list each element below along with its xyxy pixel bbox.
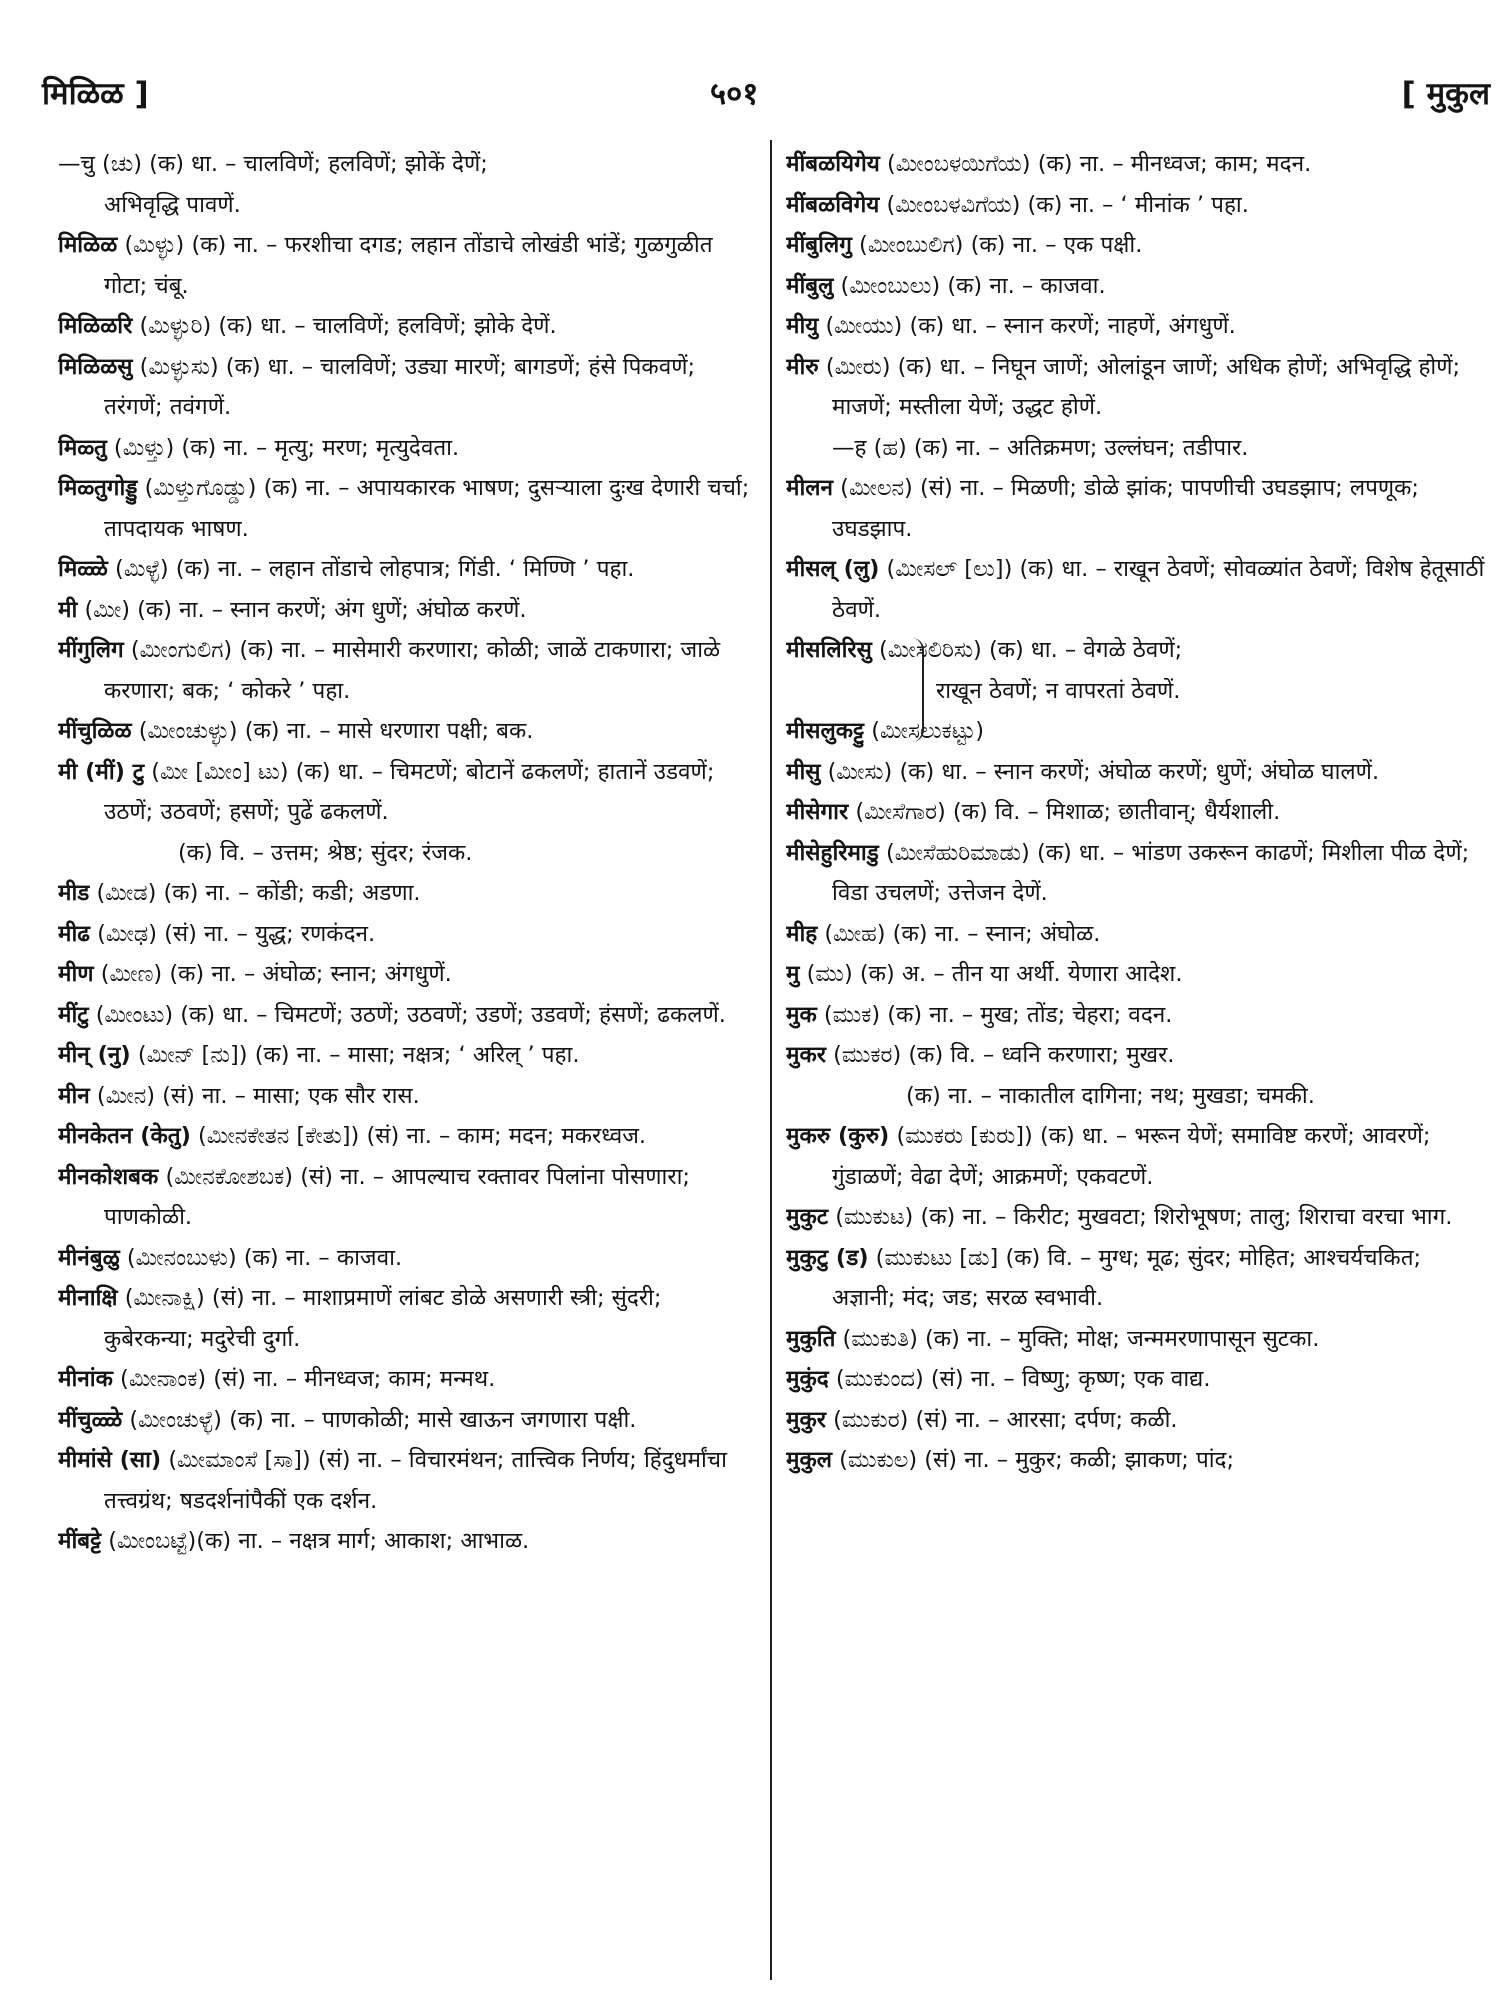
entry-definition: —ह (ಹ) (क) ना. – अतिक्रमण; उल्लंघन; तडीपार. bbox=[832, 434, 1249, 461]
dictionary-entry bbox=[786, 1400, 1490, 1441]
entry-headword: मिळ्तु bbox=[58, 434, 107, 461]
entry-headword: मुकुट bbox=[786, 1204, 829, 1230]
entry-headword: मीसलिरिसु bbox=[786, 637, 872, 663]
entry-definition: (ಮೀಂಬುಲಿಗ) (क) ना. – एक पक्षी. bbox=[851, 232, 1143, 258]
entry-definition: (ಮೀಸಲುಕಟ್ಟು) bbox=[871, 718, 985, 744]
entry-headword: मीसु bbox=[786, 758, 821, 785]
entry-definition: (ಮೀಂಗುಲಿಗ) (क) ना. – मासेमारी करणारा; कोळी; जाळें टाकणारा; जाळे करणारा; बक; ‘ कोकरे ’ पहा. bbox=[104, 637, 721, 704]
entry-definition: (ಮೀ) (क) ना. – स्नान करणें; अंग धुणें; अंघोळ करणें. bbox=[77, 596, 527, 623]
entry-definition: (ಮೀಸಲ್ [ಲು]) (क) धा. – राखून ठेवणें; सोवळ्यांत ठेवणें; विशेष हेतूसाठीं ठेवणें. bbox=[832, 556, 1485, 623]
entry-definition: (ಮೀನಾಕ್ಷಿ) (सं) ना. – माशाप्रमाणें लांबट डोळे असणारी स्त्री; सुंदरी; कुबेरकन्या; मदुरेची दुर्गा. bbox=[104, 1285, 662, 1352]
entry-definition: (ಮೀಢ) (सं) ना. – युद्ध; रणकंदन. bbox=[89, 920, 376, 947]
entry-definition: (ಮುಕುಲ) (सं) ना. – मुकुर; कळी; झाकण; पांद; bbox=[832, 1447, 1235, 1473]
dictionary-entry bbox=[786, 1359, 1490, 1400]
right-column bbox=[786, 144, 1490, 1984]
dictionary-entry bbox=[786, 995, 1490, 1036]
dictionary-entry bbox=[58, 1521, 758, 1562]
dictionary-entry bbox=[58, 711, 758, 752]
dictionary-entry bbox=[786, 428, 1490, 469]
dictionary-entry bbox=[786, 833, 1490, 914]
entry-definition: (ಮೀಂಚುಳ್ಳೆ) (क) ना. – पाणकोळी; मासे खाऊन जगणारा पक्षी. bbox=[122, 1406, 637, 1433]
dictionary-entry bbox=[58, 1238, 758, 1279]
dictionary-entry bbox=[786, 306, 1490, 347]
entry-definition: (ಮೀಂಚುಳ್ಳು) (क) ना. – मासे धरणारा पक्षी; बक. bbox=[131, 718, 534, 744]
entry-definition: (ಮುಕರ) (क) वि. – ध्वनि करणारा; मुखर. bbox=[825, 1042, 1175, 1068]
entry-headword: मुकुर bbox=[786, 1406, 826, 1433]
entry-definition: (ಮೀಣ) (क) ना. – अंघोळ; स्नान; अंगधुणें. bbox=[93, 961, 452, 987]
dictionary-entry bbox=[786, 1319, 1490, 1360]
brace-entry-group bbox=[786, 630, 1490, 752]
entry-headword: मींबुलिगु bbox=[786, 232, 852, 258]
entry-headword: मिळ्ळे bbox=[58, 556, 108, 582]
entry-definition: (ಮೀಡ) (क) ना. – कोंडी; कडी; अडणा. bbox=[89, 880, 421, 906]
entry-definition: (ಮೀಸೆಗಾರ) (क) वि. – मिशाळ; छातीवान्; धैर्यशाली. bbox=[848, 799, 1281, 825]
entry-definition: (ಮುಕುಟ) (क) ना. – किरीट; मुखवटा; शिरोभूषण; तालु; शिराचा वरचा भाग. bbox=[828, 1204, 1453, 1230]
dictionary-entry bbox=[58, 144, 758, 185]
entry-definition: अभिवृद्धि पावणें. bbox=[104, 191, 241, 218]
entry-headword: मीह bbox=[786, 920, 818, 947]
entry-definition: (ಮೀಮಾಂಸೆ [ಸಾ]) (सं) ना. – विचारमंथन; तात्त्विक निर्णय; हिंदुधर्मांचा तत्त्वग्रंथ; षडदर्शनांपैकीं एक दर्शन. bbox=[104, 1447, 727, 1514]
entry-headword: मींबळयिगेय bbox=[786, 151, 880, 177]
entry-headword: मुकरु (कुरु) bbox=[786, 1123, 890, 1149]
entry-headword: मींबट्टे bbox=[58, 1528, 102, 1554]
dictionary-entry bbox=[786, 1197, 1490, 1238]
dictionary-entry bbox=[786, 1035, 1490, 1076]
dictionary-entry bbox=[786, 792, 1490, 833]
entry-headword: मींगुलिग bbox=[58, 637, 124, 663]
entry-definition: (ಮೀನಂಬುಳು) (क) ना. – काजवा. bbox=[119, 1244, 403, 1271]
dictionary-entry bbox=[786, 225, 1490, 266]
entry-headword: मी (मीं) टु bbox=[58, 758, 145, 785]
entry-definition: (ಮೀ [ಮೀಂ] ಟು) (क) धा. – चिमटणें; बोटानें ढकलणें; हातानें उडवणें; उठणें; उठवणें; हसणें; पुढें ढकलणें. bbox=[104, 758, 715, 825]
entry-definition: (ಮುಕುಂದ) (सं) ना. – विष्णु; कृष्ण; एक वाद्य. bbox=[828, 1366, 1211, 1392]
header-last-word: [ मुकुल bbox=[1401, 76, 1490, 112]
entry-definition: (ಮೀಂಟು) (क) धा. – चिमटणें; उठणें; उठवणें; उडणें; उडवणें; हंसणें; ढकलणें. bbox=[88, 1001, 726, 1028]
dictionary-entry bbox=[58, 1157, 758, 1238]
entry-headword: मीरु bbox=[786, 353, 819, 380]
dictionary-entry bbox=[786, 185, 1490, 226]
dictionary-entry bbox=[786, 1238, 1490, 1319]
entry-headword: मींचुळ्ळे bbox=[58, 1406, 123, 1433]
entry-definition: (ಮೀನಕೋಶಬಕ) (सं) ना. – आपल्याच रक्तावर पिलांना पोसणारा; पाणकोळी. bbox=[104, 1163, 690, 1230]
brace-icon bbox=[908, 638, 924, 742]
entry-definition: —चु (ಚು) (क) धा. – चालविणें; हलविणें; झोकें देणें; bbox=[58, 151, 488, 177]
entry-headword: मीसेहुरिमाडु bbox=[786, 839, 879, 866]
entry-headword: मीनंबुळु bbox=[58, 1244, 120, 1271]
dictionary-entry bbox=[58, 1116, 758, 1157]
entry-definition: (ಮೀಂಬಳವಿಗೆಯ) (क) ना. – ‘ मीनांक ’ पहा. bbox=[879, 191, 1249, 218]
entry-definition: (ಮಿಳ್ತು) (क) ना. – मृत्यु; मरण; मृत्युदेवता. bbox=[106, 434, 460, 461]
dictionary-entry bbox=[786, 1440, 1490, 1481]
entry-headword: मुकुंद bbox=[786, 1366, 829, 1392]
entry-headword: मिळिळ bbox=[58, 232, 118, 258]
entry-headword: मीनाक्षि bbox=[58, 1285, 118, 1311]
dictionary-entry bbox=[58, 833, 758, 874]
dictionary-entry bbox=[58, 1278, 758, 1359]
dictionary-entry bbox=[58, 1035, 758, 1076]
entry-headword: मींबुलु bbox=[786, 272, 834, 299]
entry-headword: मुकुटु (ड) bbox=[786, 1244, 869, 1271]
dictionary-entry bbox=[786, 468, 1490, 549]
dictionary-entry bbox=[58, 347, 758, 428]
dictionary-entry bbox=[58, 1400, 758, 1441]
entry-headword: मु bbox=[786, 961, 800, 987]
dictionary-entry bbox=[58, 995, 758, 1036]
entry-headword: मीसल् (लु) bbox=[786, 556, 880, 582]
entry-headword: मुकुति bbox=[786, 1325, 836, 1352]
dictionary-entry bbox=[58, 630, 758, 711]
dictionary-entry bbox=[786, 752, 1490, 793]
entry-definition: (ಮೀನ) (सं) ना. – मासा; एक सौर रास. bbox=[89, 1082, 420, 1109]
left-column bbox=[58, 144, 758, 1984]
entry-headword: मीनकेतन (केतु) bbox=[58, 1123, 191, 1149]
dictionary-entry bbox=[58, 185, 758, 226]
dictionary-entry bbox=[786, 266, 1490, 307]
entry-headword: मीढ bbox=[58, 920, 90, 947]
entry-definition: (ಮಿಳ್ಳುಸು) (क) धा. – चालविणें; उड्या मारणें; बागडणें; हंसे पिकवणें; तरंगणें; तवंगणें. bbox=[104, 353, 696, 420]
entry-definition: (ಮೀಸೆಹುರಿಮಾಡು) (क) धा. – भांडण उकरून काढणें; मिशीला पीळ देणें; विडा उचलणें; उत्तेजन देणें. bbox=[832, 839, 1470, 906]
dictionary-entry bbox=[58, 873, 758, 914]
dictionary-entry bbox=[58, 954, 758, 995]
dictionary-entry bbox=[58, 549, 758, 590]
entry-headword: मीमांसे (सा) bbox=[58, 1447, 162, 1473]
entry-definition: (ಮೀಂಬುಲು) (क) ना. – काजवा. bbox=[833, 272, 1106, 299]
entry-headword: मीनांक bbox=[58, 1366, 113, 1392]
entry-headword: मींचुळिळ bbox=[58, 718, 132, 744]
entry-definition: (ಮುಕ) (क) ना. – मुख; तोंड; चेहरा; वदन. bbox=[816, 1001, 1173, 1028]
dictionary-entry bbox=[786, 549, 1490, 630]
dictionary-entry bbox=[58, 225, 758, 306]
dictionary-entry bbox=[58, 1359, 758, 1400]
entry-definition: (ಮೀಸು) (क) धा. – स्नान करणें; अंघोळ करणें; धुणें; अंघोळ घालणें. bbox=[820, 758, 1380, 785]
entry-headword: मीनकोशबक bbox=[58, 1163, 159, 1190]
entry-headword: मुकर bbox=[786, 1042, 826, 1068]
entry-definition: (ಮುಕುತಿ) (क) ना. – मुक्ति; मोक्ष; जन्ममरणापासून सुटका. bbox=[835, 1325, 1320, 1352]
entry-headword: मिळिळरि bbox=[58, 313, 133, 339]
header-first-word: मिळिळ ] bbox=[42, 76, 149, 112]
entry-definition: (ಮುಕುಟು [ಡು] (क) वि. – मुग्ध; मूढ; सुंदर; मोहित; आश्चर्यचकित; अज्ञानी; मंद; जड; सरळ स्वभावी. bbox=[832, 1244, 1422, 1311]
entry-definition: (ಮೀಂಬಟ್ಟೆ)(क) ना. – नक्षत्र मार्ग; आकाश; आभाळ. bbox=[101, 1528, 530, 1554]
entry-headword: मींबळविगेय bbox=[786, 191, 880, 218]
dictionary-entry bbox=[786, 144, 1490, 185]
dictionary-entry bbox=[786, 954, 1490, 995]
dictionary-entry bbox=[58, 306, 758, 347]
entry-headword: मींटु bbox=[58, 1001, 89, 1028]
entry-definition: (क) वि. – उत्तम; श्रेष्ठ; सुंदर; रंजक. bbox=[178, 839, 473, 866]
dictionary-entry bbox=[58, 752, 758, 833]
entry-definition: (ಮೀಂಬಳಯಿಗೆಯ) (क) ना. – मीनध्वज; काम; मदन. bbox=[879, 151, 1312, 177]
entry-headword: मुक bbox=[786, 1001, 817, 1028]
entry-headword: मीसलुकट्टु bbox=[786, 718, 865, 744]
dictionary-entry bbox=[786, 347, 1490, 428]
page-number: ५०१ bbox=[710, 76, 759, 112]
dictionary-entry bbox=[786, 914, 1490, 955]
entry-headword: मीसेगार bbox=[786, 799, 849, 825]
entry-definition: (ಮೀನ್ [ನು]) (क) ना. – मासा; नक्षत्र; ‘ अरिल् ’ पहा. bbox=[130, 1042, 580, 1068]
entry-headword: मुकुल bbox=[786, 1447, 832, 1473]
entry-definition-cont: राखून ठेवणें; न वापरतां ठेवणें. bbox=[936, 677, 1181, 704]
entry-definition: (ಮೀರು) (क) धा. – निघून जाणें; ओलांडून जाणें; अधिक होणें; अभिवृद्धि होणें; माजणें; मस्तीला येणें; उद्धट होणें. bbox=[818, 353, 1461, 420]
entry-definition: (ಮೀನಕೇತನ [ಕೇತು]) (सं) ना. – काम; मदन; मकरध्वज. bbox=[190, 1123, 647, 1149]
entry-definition: (ಮಿಳ್ಳುರಿ) (क) धा. – चालविणें; हलविणें; झोके देणें. bbox=[132, 313, 557, 339]
entry-definition: (ಮೀನಾಂಕ) (सं) ना. – मीनध्वज; काम; मन्मथ. bbox=[112, 1366, 496, 1392]
entry-headword: मीयु bbox=[786, 313, 819, 339]
entry-definition: (ಮೀಲನ) (सं) ना. – मिळणी; डोळे झांक; पापणीची उघडझाप; लपणूक; उघडझाप. bbox=[832, 475, 1420, 542]
entry-definition: (ಮುಕುರ) (सं) ना. – आरसा; दर्पण; कळी. bbox=[825, 1406, 1178, 1433]
dictionary-entry bbox=[58, 428, 758, 469]
dictionary-entry bbox=[58, 468, 758, 549]
column-divider bbox=[770, 140, 772, 1980]
entry-headword: मीन bbox=[58, 1082, 90, 1109]
entry-definition: (ಮೀಸಲಿರಿಸು) (क) धा. – वेगळे ठेवणें; bbox=[878, 637, 1183, 663]
entry-definition: (क) ना. – नाकातील दागिना; नथ; मुखडा; चमकी. bbox=[906, 1082, 1315, 1109]
entry-headword: मिळिळसु bbox=[58, 353, 133, 380]
entry-definition: (ಮೀಹ) (क) ना. – स्नान; अंघोळ. bbox=[817, 920, 1101, 947]
page-header bbox=[0, 72, 1500, 132]
entry-definition: (ಮು) (क) अ. – तीन या अर्थी. येणारा आदेश. bbox=[799, 961, 1183, 987]
entry-headword: मीन् (नु) bbox=[58, 1042, 131, 1068]
entry-definition: (ಮಿಳ್ಳು) (क) ना. – फरशीचा दगड; लहान तोंडाचे लोखंडी भांडें; गुळगुळीत गोटा; चंबू. bbox=[104, 232, 713, 299]
entry-headword: मीण bbox=[58, 961, 94, 987]
dictionary-entry bbox=[58, 590, 758, 631]
entry-headword: मिळ्तुगोड्डु bbox=[58, 475, 138, 501]
dictionary-entry bbox=[58, 1440, 758, 1521]
dictionary-entry bbox=[58, 914, 758, 955]
entry-definition: (ಮೀಯು) (क) धा. – स्नान करणें; नाहणें, अंगधुणें. bbox=[818, 313, 1236, 339]
entry-headword: मीड bbox=[58, 880, 90, 906]
dictionary-entry bbox=[786, 1076, 1490, 1117]
dictionary-entry bbox=[58, 1076, 758, 1117]
dictionary-entry bbox=[786, 1116, 1490, 1197]
entry-definition: (ಮಿಳ್ತುಗೊಡ್ಡು) (क) ना. – अपायकारक भाषण; दुसऱ्याला दुःख देणारी चर्चा; तापदायक भाषण. bbox=[104, 475, 750, 542]
entry-headword: मी bbox=[58, 596, 78, 623]
entry-headword: मीलन bbox=[786, 475, 834, 501]
entry-definition: (ಮುಕರು [ಕುರು]) (क) धा. – भरून येणें; समाविष्ट करणें; आवरणें; गुंडाळणें; वेढा देणें; आक्रमणें; एकवटणें. bbox=[832, 1123, 1431, 1190]
entry-definition: (ಮಿಳ್ಳೆ) (क) ना. – लहान तोंडाचे लोहपात्र; गिंडी. ‘ मिण्णि ’ पहा. bbox=[107, 556, 635, 582]
